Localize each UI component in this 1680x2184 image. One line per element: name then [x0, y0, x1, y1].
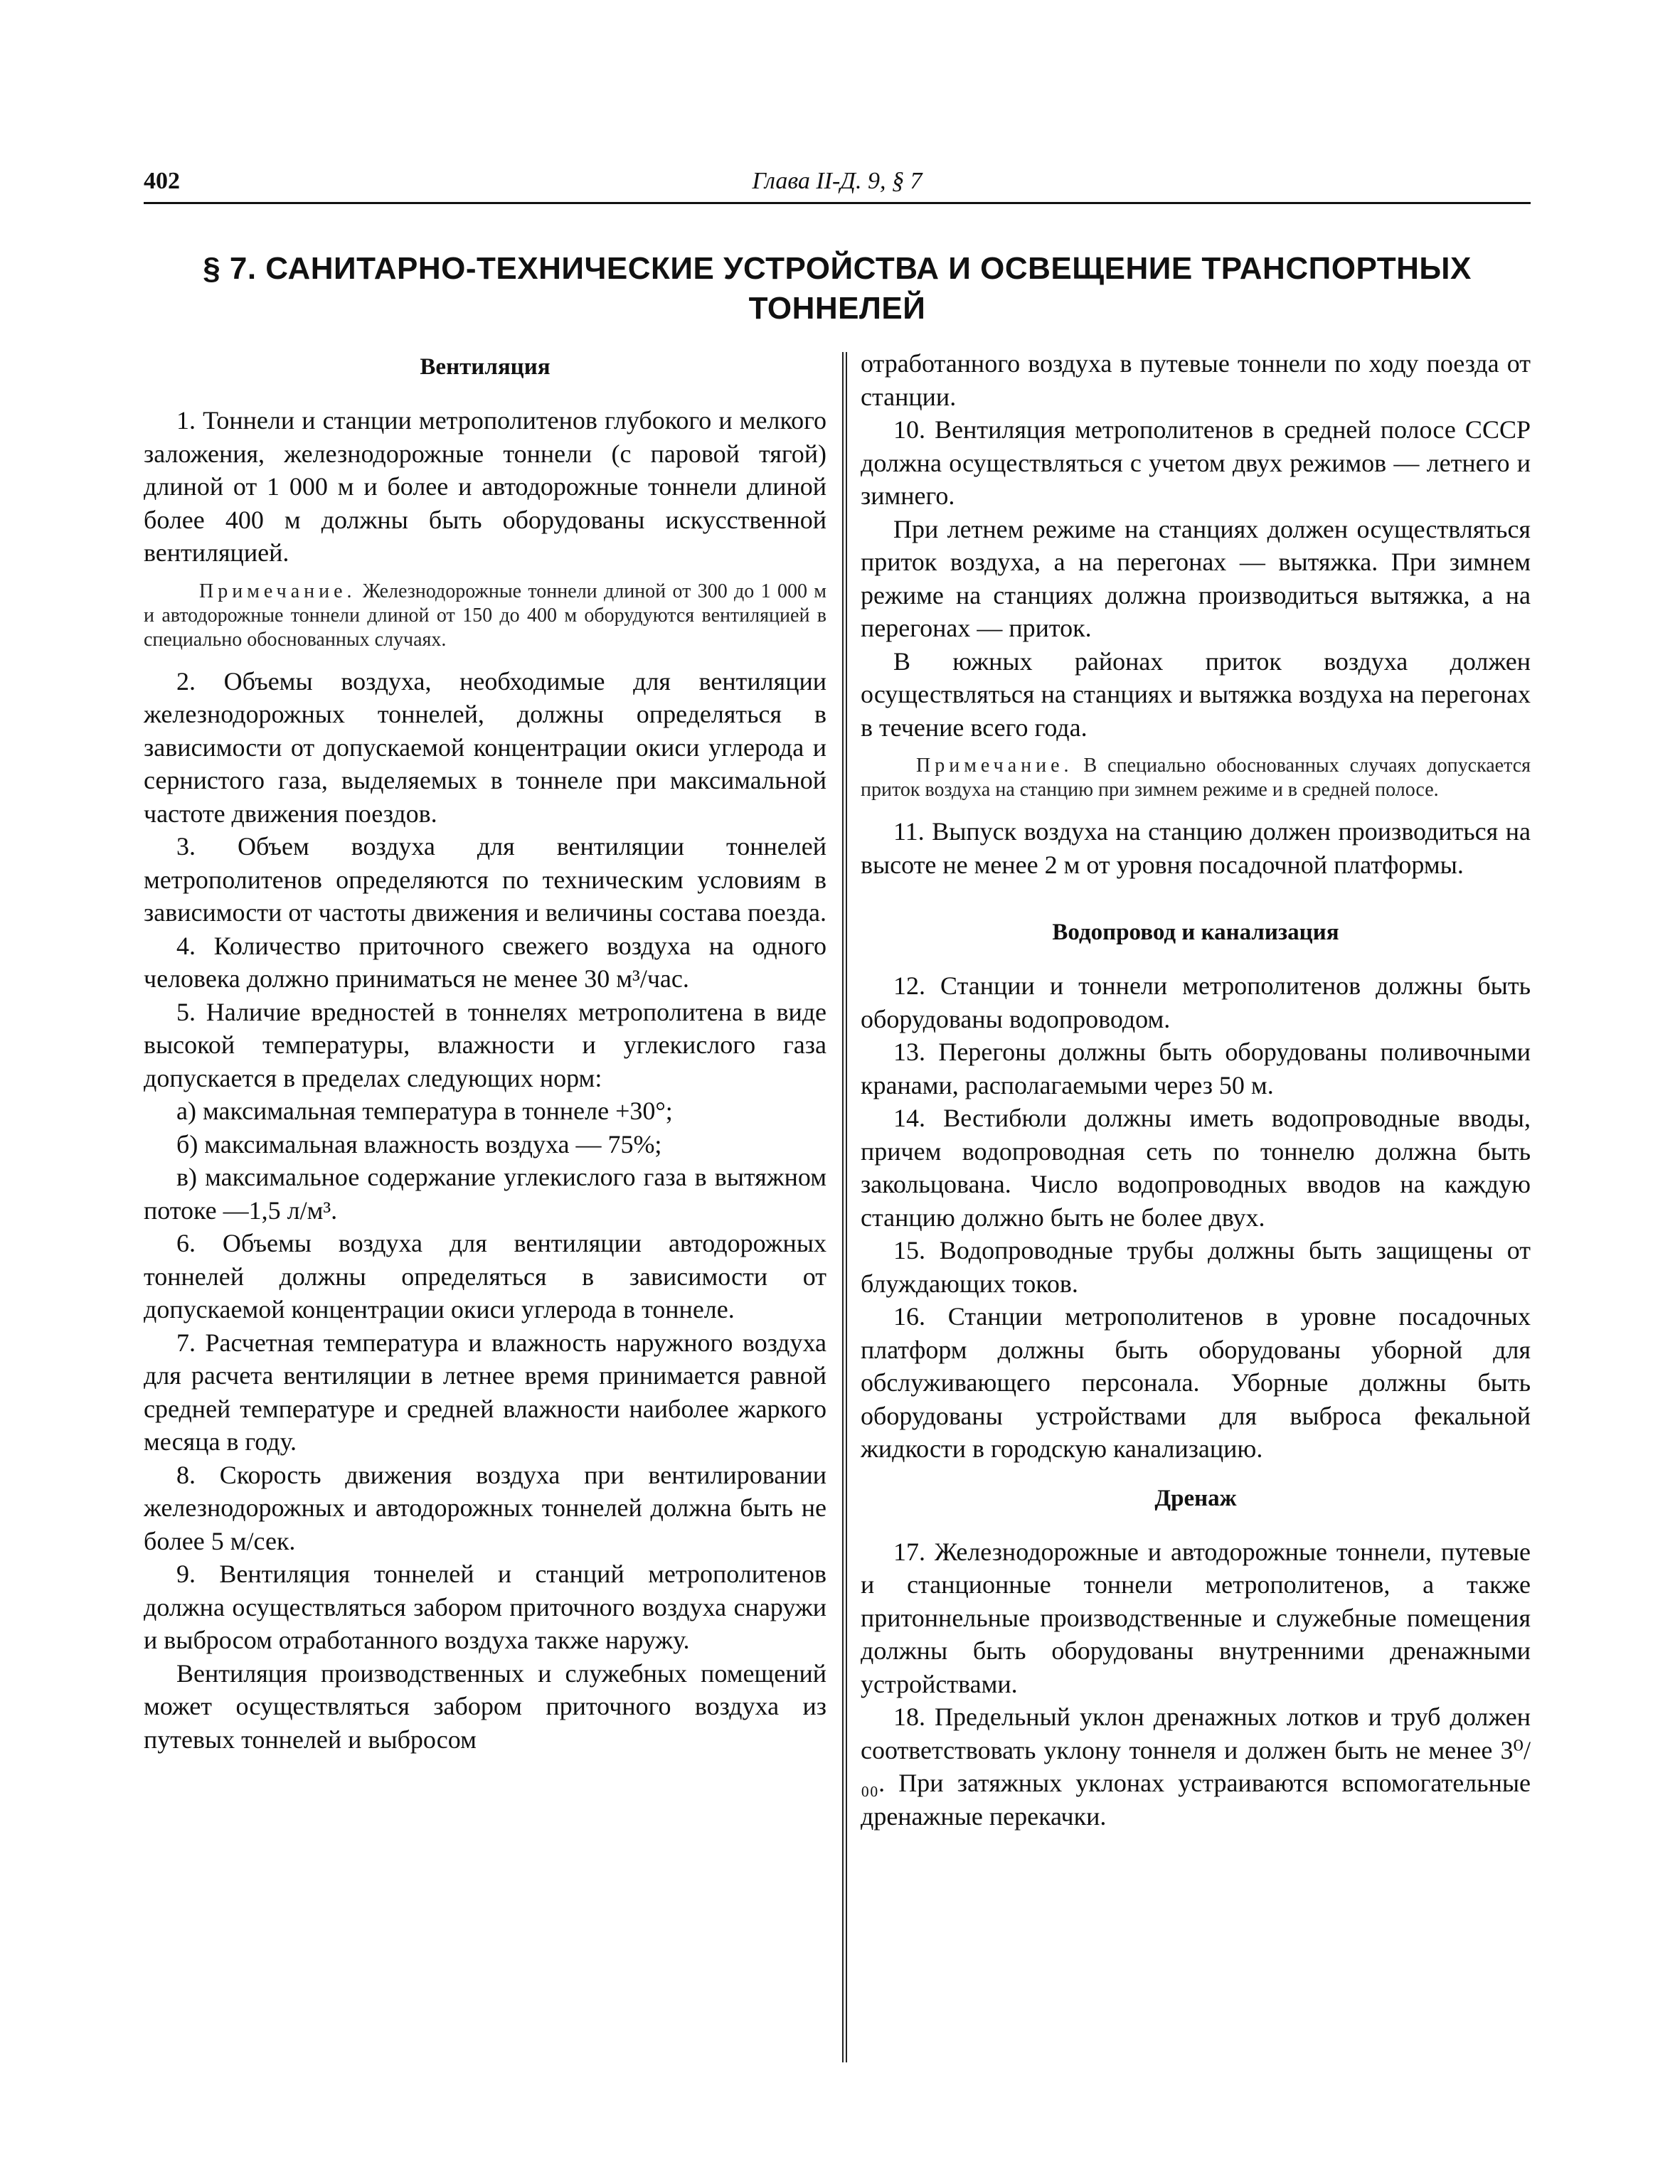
- note-text: Железнодорожные тоннели длиной от 300 до 1 000 м и автодорожные тоннели длиной от 150 до 400 м оборудуются вентиляцией в специально обоснованных случаях.: [144, 580, 826, 651]
- paragraph-18: 18. Предельный уклон дренажных лотков и труб должен соответствовать уклону тоннеля и должен быть не менее 3⁰/₀₀. При затяжных уклонах устраиваются вспомогательные дренажные перекачки.: [861, 1703, 1531, 1831]
- paragraph-8: 8. Скорость движения воздуха при вентилировании железнодорожных и автодорожных тоннелей должна быть не более 5 м/сек.: [144, 1460, 826, 1555]
- paragraph-3: 3. Объем воздуха для вентиляции тоннелей метрополитенов определяются по техническим условиям в зависимости от частоты движения и величины состава поезда.: [144, 832, 827, 927]
- section-title-line2: ТОННЕЛЕЙ: [748, 291, 926, 326]
- paragraph-14: 14. Вестибюли должны иметь водопроводные вводы, причем водопроводная сеть по тоннелю должна быть закольцована. Число водопроводных вводов на каждую станцию должно быть не более двух.: [861, 1104, 1531, 1232]
- paragraph-7: 7. Расчетная температура и влажность наружного воздуха для расчета вентиляции в летнее время принимается равной средней температуре и средней влажности наиболее жаркого месяца в году.: [144, 1328, 826, 1456]
- paragraph-5a: а) максимальная температура в тоннеле +30°;: [176, 1097, 673, 1125]
- note-label: Примечание.: [199, 580, 356, 602]
- running-title: Глава II-Д. 9, § 7: [752, 168, 923, 194]
- paragraph-10b: При летнем режиме на станциях должен осуществляться приток воздуха, а на перегонах — вытяжка. При зимнем режиме на станциях должна производиться вытяжка, а на перегонах — приток.: [861, 514, 1531, 642]
- header-rule: [144, 202, 1531, 204]
- paragraph-1: 1. Тоннели и станции метрополитенов глубокого и мелкого заложения, железнодорожные тоннели (с паровой тягой) длиной от 1 000 м и более и автодорожные тоннели длиной более 400 м должны быть оборудованы искусственной вентиляцией.: [144, 406, 826, 567]
- left-column: [144, 347, 826, 1756]
- column-divider: [842, 352, 848, 2062]
- paragraph-9: 9. Вентиляция тоннелей и станций метрополитенов должна осуществляться забором приточного воздуха снаружи и выбросом отработанного воздуха также наружу.: [144, 1560, 826, 1654]
- paragraph-9b: Вентиляция производственных и служебных помещений может осуществляться забором приточного воздуха из путевых тоннелей и выбросом: [144, 1658, 826, 1754]
- paragraph-10: 10. Вентиляция метрополитенов в средней полосе СССР должна осуществляться с учетом двух режимов — летнего и зимнего.: [861, 415, 1531, 510]
- paragraph-15: 15. Водопроводные трубы должны быть защищены от блуждающих токов.: [861, 1236, 1531, 1298]
- heading-drainage: Дренаж: [1154, 1485, 1237, 1511]
- note-text: В специально обоснованных случаях допускается приток воздуха на станцию при зимнем режиме и в средней полосе.: [861, 755, 1531, 801]
- paragraph-5c: в) максимальное содержание углекислого газа в вытяжном потоке —1,5 л/м³.: [144, 1163, 826, 1225]
- paragraph-13: 13. Перегоны должны быть оборудованы поливочными кранами, располагаемыми через 50 м.: [861, 1038, 1531, 1099]
- paragraph-12: 12. Станции и тоннели метрополитенов должны быть оборудованы водопроводом.: [861, 971, 1531, 1033]
- paragraph-4: 4. Количество приточного свежего воздуха на одного человека должно приниматься не менее 30 м³/час.: [144, 931, 826, 993]
- paragraph-10c: В южных районах приток воздуха должен осуществляться на станциях и вытяжка воздуха на перегонах в течение всего года.: [861, 646, 1531, 742]
- paragraph-5: 5. Наличие вредностей в тоннелях метрополитена в виде высокой температуры, влажности и углекислого газа допускается в пределах следующих норм:: [144, 997, 826, 1092]
- section-gap: [861, 881, 1531, 912]
- paragraph-17: 17. Железнодорожные и автодорожные тоннели, путевые и станционные тоннели метрополитенов, а также притоннельные производственные и служебные помещения должны быть оборудованы внутренними дренажными устройствами.: [861, 1537, 1531, 1698]
- note-2: [861, 754, 1531, 802]
- paragraph-16: 16. Станции метрополитенов в уровне посадочных платформ должны быть оборудованы уборной для обслуживающего персонала. Уборные должны быть оборудованы устройствами для выброса фекальной жидкости в городскую канализацию.: [861, 1302, 1531, 1463]
- page-number: 402: [144, 168, 180, 194]
- section-title: [144, 249, 1531, 329]
- running-header: [144, 168, 1531, 203]
- heading-water-supply: Водопровод и канализация: [1052, 920, 1339, 945]
- paragraph-11: 11. Выпуск воздуха на станцию должен производиться на высоте не менее 2 м от уровня посадочной платформы.: [861, 817, 1531, 879]
- heading-ventilation: Вентиляция: [420, 354, 551, 380]
- note-1: [144, 580, 826, 652]
- section-title-line1: § 7. САНИТАРНО-ТЕХНИЧЕСКИЕ УСТРОЙСТВА И ОСВЕЩЕНИЕ ТРАНСПОРТНЫХ: [203, 251, 1472, 286]
- paragraph-6: 6. Объемы воздуха для вентиляции автодорожных тоннелей должны определяться в зависимости от допускаемой концентрации окиси углерода в тоннеле.: [144, 1229, 826, 1323]
- paragraph-9b-continued: отработанного воздуха в путевые тоннели по ходу поезда от станции.: [861, 349, 1531, 411]
- paragraph-2: 2. Объемы воздуха, необходимые для вентиляции железнодорожных тоннелей, должны определяться в зависимости от допускаемой концентрации окиси углерода и сернистого газа, выделяемых в тоннеле при максимальной частоте движения поездов.: [144, 666, 826, 828]
- right-column: [861, 347, 1531, 1833]
- paragraph-5b: б) максимальная влажность воздуха — 75%;: [176, 1129, 662, 1158]
- note-label: Примечание.: [916, 755, 1073, 777]
